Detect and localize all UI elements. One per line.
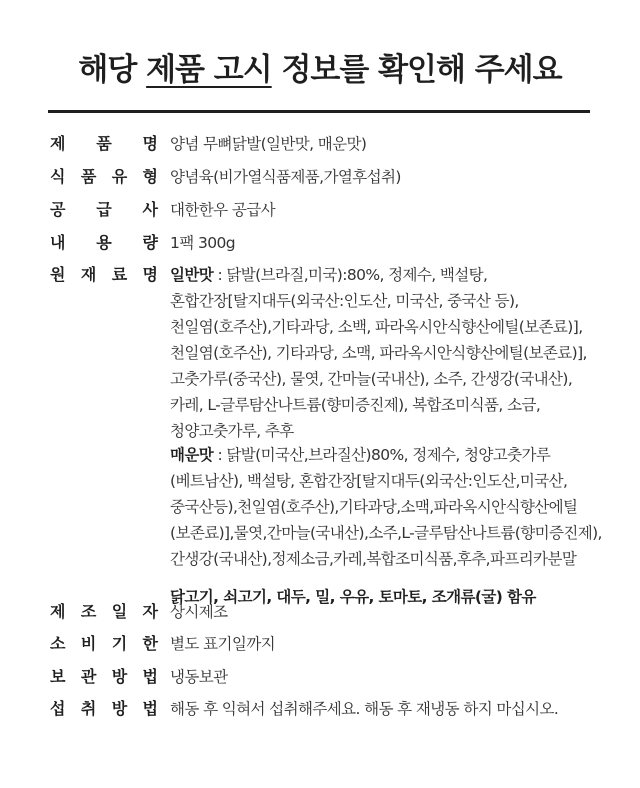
ingredient-line: (보존료)],물엿,간마늘(국내산),소주,L-글루탐산나트륨(향미증진제), — [170, 524, 602, 542]
label-char: 취 — [80, 699, 97, 718]
title-prefix: 해당 — [78, 52, 147, 88]
title-underlined: 제품 고시 — [146, 52, 272, 88]
label-char: 용 — [96, 233, 112, 252]
label-food-type — [50, 164, 158, 190]
label-char: 유 — [111, 167, 128, 186]
value-storage: 냉동보관 — [170, 668, 228, 686]
ingredient-line: 혼합간장[탈지대두(외국산:인도산, 미국산, 중국산 등), — [170, 292, 519, 310]
label-contents — [50, 230, 158, 256]
label-char: 명 — [142, 265, 158, 284]
label-char: 자 — [142, 602, 158, 621]
value-product-name: 양념 무뼈닭발(일반맛, 매운맛) — [170, 135, 367, 153]
ingredient-line: 천일염(호주산),기타과당, 소백, 파라옥시안식향산에틸(보존료)], — [170, 318, 583, 336]
label-char: 제 — [50, 134, 66, 153]
value-supplier: 대한한우 공급사 — [170, 201, 275, 219]
ingredient-line: 고춧가루(중국산), 물엿, 간마늘(국내산), 소주, 간생강(국내산), — [170, 370, 573, 388]
label-char: 사 — [142, 200, 158, 219]
title-suffix: 정보를 확인해 주세요 — [271, 52, 562, 88]
ingredient-line: 중국산등),천일염(호주산),기타과당,소맥,파라옥시안식향산에틸 — [170, 498, 578, 516]
regular-flavor-heading: 일반맛 — [170, 266, 214, 284]
title-divider — [48, 110, 590, 113]
value-ingredients — [170, 262, 632, 610]
label-char: 품 — [96, 134, 112, 153]
value-manufacture-date: 상시제조 — [170, 603, 228, 621]
label-product-name — [50, 131, 158, 157]
ingredient-line: : 닭발(미국산,브라질산)80%, 정제수, 청양고춧가루 — [213, 446, 551, 464]
label-char: 소 — [50, 634, 66, 653]
ingredient-line: 천일염(호주산), 기타과당, 소맥, 파라옥시안식향산에틸(보존료)], — [170, 344, 587, 362]
label-char: 기 — [111, 634, 128, 653]
label-char: 조 — [80, 602, 97, 621]
value-food-type: 양념육(비가열식품제품,가열후섭취) — [170, 168, 401, 186]
label-char: 재 — [80, 265, 97, 284]
label-char: 비 — [80, 634, 97, 653]
label-char: 료 — [111, 265, 128, 284]
label-char: 제 — [50, 602, 66, 621]
label-char: 방 — [111, 667, 128, 686]
label-manufacture-date — [50, 599, 158, 625]
label-supplier — [50, 197, 158, 223]
label-char: 법 — [142, 667, 158, 686]
label-char: 한 — [142, 634, 158, 653]
value-expiry: 별도 표기일까지 — [170, 635, 275, 653]
value-contents: 1팩 300g — [170, 234, 235, 252]
label-char: 법 — [142, 699, 158, 718]
label-char: 품 — [80, 167, 97, 186]
ingredient-line: : 닭발(브라질,미국):80%, 정제수, 백설탕, — [213, 266, 488, 284]
regular-flavor-block — [170, 262, 632, 440]
allergen-notice: 닭고기, 쇠고기, 대두, 밀, 우유, 토마토, 조개류(굴) 함유 — [170, 588, 536, 606]
label-char: 원 — [50, 265, 66, 284]
label-char: 명 — [142, 134, 158, 153]
label-ingredients — [50, 262, 158, 288]
label-storage — [50, 664, 158, 690]
label-char: 공 — [50, 200, 66, 219]
spicy-flavor-heading: 매운맛 — [170, 446, 214, 464]
label-char: 내 — [50, 233, 66, 252]
label-char: 보 — [50, 667, 66, 686]
ingredient-line: 간생강(국내산),정제소금,카레,복합조미식품,후추,파프리카분말 — [170, 550, 577, 568]
page-title — [0, 44, 640, 89]
label-char: 급 — [96, 200, 112, 219]
label-intake — [50, 696, 158, 722]
label-char: 형 — [142, 167, 158, 186]
value-intake: 해동 후 익혀서 섭취해주세요. 해동 후 재냉동 하지 마십시오. — [170, 700, 559, 718]
ingredient-line: (베트남산), 백설탕, 혼합간장[탈지대두(외국산:인도산,미국산, — [170, 472, 568, 490]
ingredient-line: 카레, L-글루탐산나트륨(향미증진제), 복합조미식품, 소금, — [170, 396, 541, 414]
ingredient-line: 청양고춧가루, 추후 — [170, 422, 294, 440]
label-char: 량 — [142, 233, 158, 252]
label-char: 관 — [80, 667, 97, 686]
label-expiry — [50, 631, 158, 657]
spicy-flavor-block — [170, 442, 632, 570]
label-char: 방 — [111, 699, 128, 718]
label-char: 섭 — [50, 699, 66, 718]
label-char: 일 — [111, 602, 128, 621]
label-char: 식 — [50, 167, 66, 186]
